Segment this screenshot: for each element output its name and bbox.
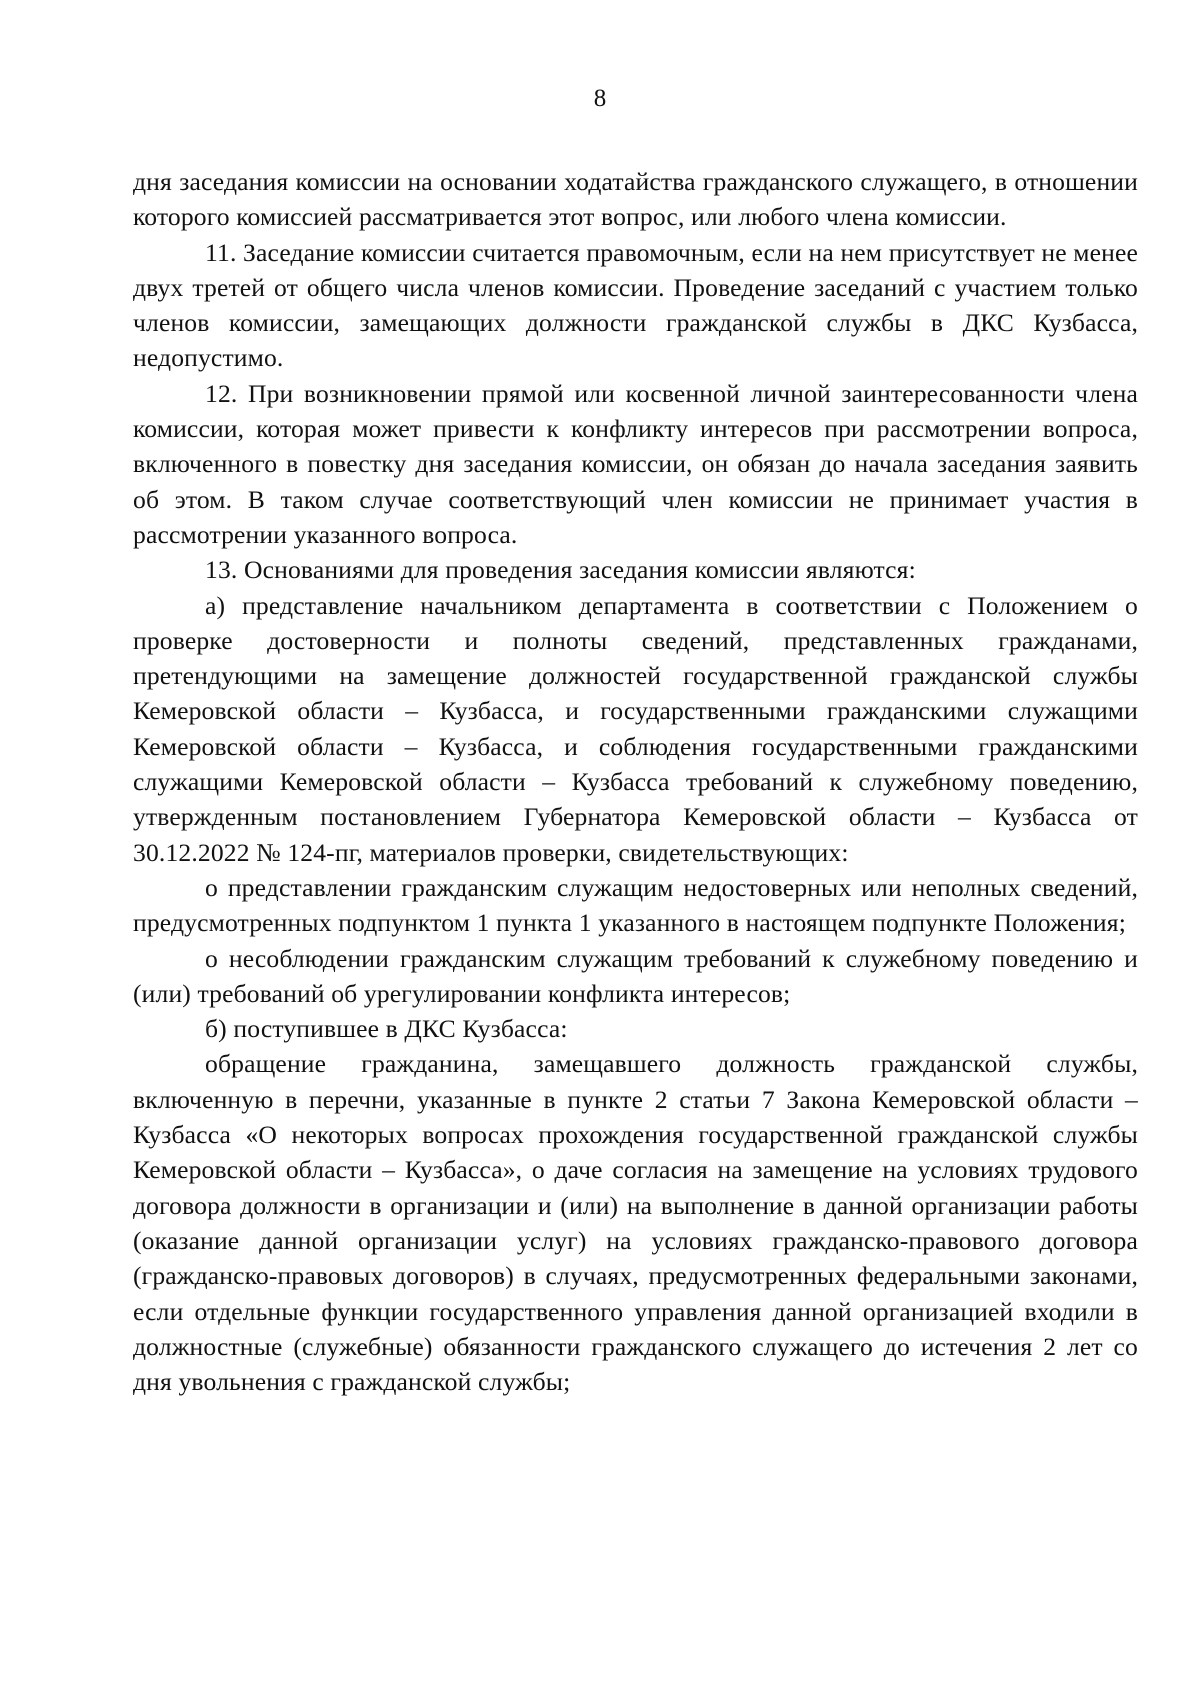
paragraph-13: 13. Основаниями для проведения заседания комиссии являются: [205, 555, 916, 585]
document-body [133, 164, 1138, 1399]
page-number: 8 [593, 85, 607, 112]
paragraph-12: 12. При возникновении прямой или косвенной личной заинтересованности члена комиссии, которая может привести к конфликту интересов при рассмотрении вопроса, включенного в повестку дня заседания комиссии, он обязан до начала заседания заявить об этом. В таком случае соответствующий член комиссии не принимает участия в рассмотрении указанного вопроса. [133, 378, 1138, 549]
paragraph-continuation: дня заседания комиссии на основании ходатайства гражданского служащего, в отношении которого комиссией рассматривается этот вопрос, или любого члена комиссии. [133, 167, 1138, 232]
paragraph-13-a-item-2: о несоблюдении гражданским служащим требований к служебному поведению и (или) требований об урегулировании конфликта интересов; [133, 943, 1138, 1008]
paragraph-11: 11. Заседание комиссии считается правомочным, если на нем присутствует не менее двух третей от общего числа членов комиссии. Проведение заседаний с участием только членов комиссии, замещающих должности гражданской службы в ДКС Кузбасса, недопустимо. [133, 237, 1138, 373]
paragraph-13-b: б) поступившее в ДКС Кузбасса: [205, 1014, 568, 1044]
paragraph-13-a-item-1: о представлении гражданским служащим недостоверных или неполных сведений, предусмотренных подпунктом 1 пункта 1 указанного в настоящем подпункте Положения; [133, 872, 1138, 938]
paragraph-13-b-item-1: обращение гражданина, замещавшего должность гражданской службы, включенную в перечни, указанные в пункте 2 статьи 7 Закона Кемеровской области – Кузбасса «О некоторых вопросах прохождения государственной гражданской службы Кемеровской области – Кузбасса», о даче согласия на замещение на условиях трудового договора должности в организации и (или) на выполнение в данной организации работы (оказание данной организации услуг) на условиях гражданско-правового договора (гражданско-правовых договоров) в случаях, предусмотренных федеральными законами, если отдельные функции государственного управления данной организацией входили в должностные (служебные) обязанности гражданского служащего до истечения 2 лет со дня увольнения с гражданской службы; [133, 1049, 1138, 1397]
paragraph-13-a: а) представление начальником департамента в соответствии с Положением о проверке достоверности и полноты сведений, представленных гражданами, претендующими на замещение должностей государственной гражданской службы Кемеровской области – Кузбасса, и государственными гражданскими служащими Кемеровской области – Кузбасса, и соблюдения государственными гражданскими служащими Кемеровской области – Кузбасса требований к служебному поведению, утвержденным постановлением Губернатора Кемеровской области – Кузбасса от 30.12.2022 № 124-пг, материалов проверки, свидетельствующих: [133, 590, 1138, 867]
